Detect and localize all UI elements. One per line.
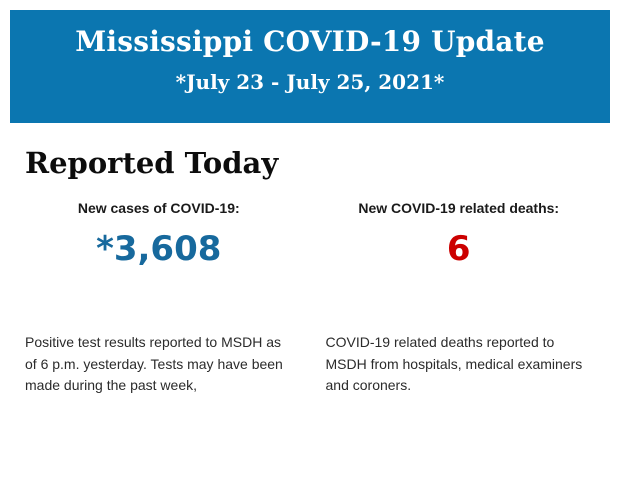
new-deaths-label: New COVID-19 related deaths: xyxy=(358,200,560,216)
header-banner xyxy=(10,10,610,123)
cases-description: Positive test results reported to MSDH as of 6 p.m. yesterday. Tests may have been made during the past week, xyxy=(25,334,283,393)
new-deaths-value: 6 xyxy=(446,229,471,269)
new-deaths-stat xyxy=(313,200,601,268)
descriptions-row xyxy=(25,332,600,397)
new-cases-stat xyxy=(25,200,313,268)
new-cases-value: *3,608 xyxy=(96,229,222,269)
report-body xyxy=(0,123,620,397)
new-cases-label: New cases of COVID-19: xyxy=(77,200,240,216)
section-heading-reported-today: Reported Today xyxy=(25,146,279,180)
page-title: Mississippi COVID-19 Update xyxy=(75,25,545,58)
stats-row xyxy=(25,200,600,268)
date-range-subtitle: *July 23 - July 25, 2021* xyxy=(175,70,445,94)
deaths-description: COVID-19 related deaths reported to MSDH from hospitals, medical examiners and coroners. xyxy=(325,334,583,393)
